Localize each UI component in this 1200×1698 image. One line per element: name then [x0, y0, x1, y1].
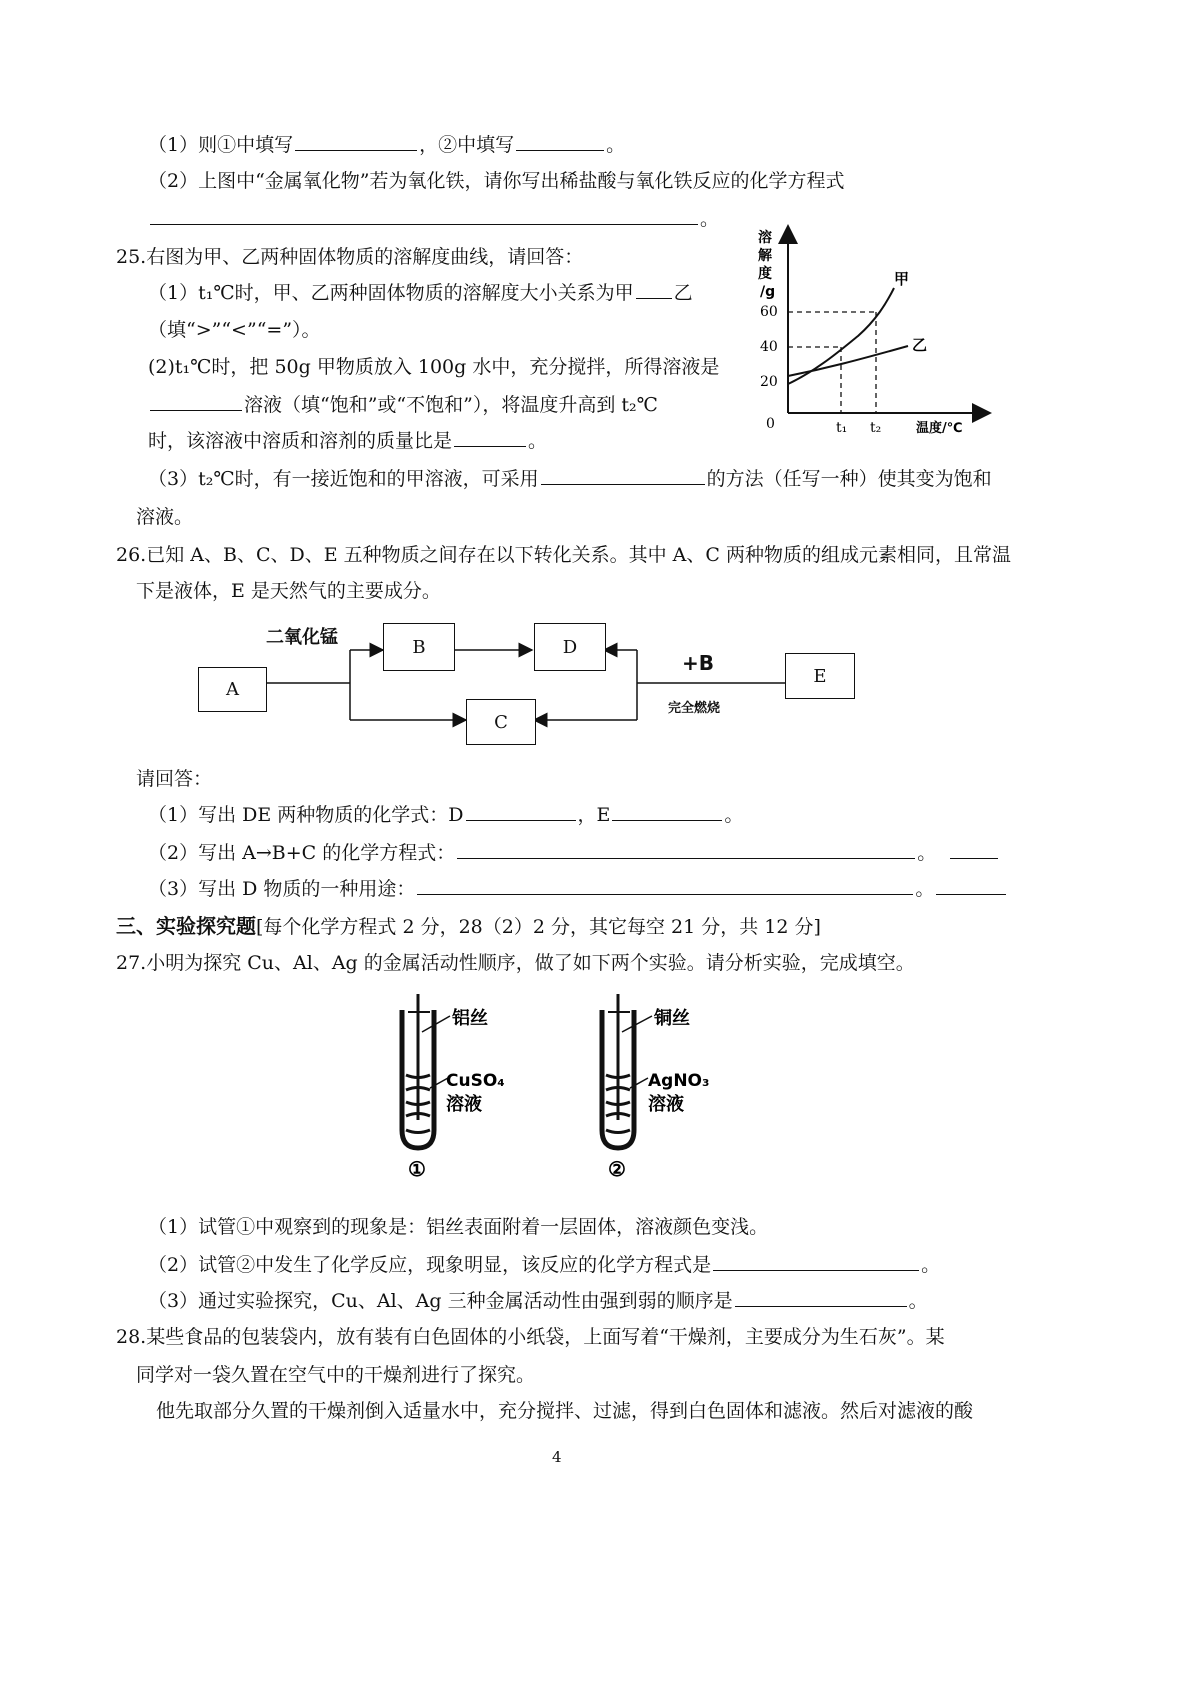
- tube1-number: ①: [408, 1157, 426, 1180]
- q25-p1-text-b: 乙: [673, 282, 693, 304]
- q25-blank-3[interactable]: [454, 428, 526, 447]
- q26-p1-end: 。: [724, 804, 744, 826]
- q25-stem: 25.右图为甲、乙两种固体物质的溶解度曲线，请回答：: [116, 246, 584, 268]
- tube2-wire-label: 铜丝: [654, 1008, 690, 1029]
- y-label-2: 解: [758, 248, 772, 264]
- plus-b-label: +B: [682, 651, 715, 675]
- section-note: [每个化学方程式 2 分，28（2）2 分，其它每空 21 分，共 12 分]: [256, 916, 821, 938]
- q25-blank-4[interactable]: [541, 466, 705, 485]
- q28-stem-2: 同学对一袋久置在空气中的干燥剂进行了探究。: [136, 1364, 536, 1386]
- xtick-t2: t₂: [870, 420, 882, 436]
- q25-p2-text-c: 时，该溶液中溶质和溶剂的质量比是: [148, 430, 453, 452]
- xtick-t1: t₁: [836, 420, 848, 436]
- ytick-40: 40: [760, 339, 778, 355]
- tube2-solution-label: 溶液: [648, 1094, 684, 1115]
- q26-blank-use[interactable]: [417, 876, 913, 895]
- q27-stem: 27.小明为探究 Cu、Al、Ag 的金属活动性顺序，做了如下两个实验。请分析实验，完成填空。: [116, 952, 915, 974]
- q27-part3: [148, 1286, 928, 1313]
- curve-yi: [788, 346, 908, 376]
- q24-answer-line: [148, 204, 719, 231]
- series-jia-label: 甲: [894, 270, 910, 288]
- q26-stem-2: 下是液体，E 是天然气的主要成分。: [136, 580, 441, 602]
- section-title: 三、实验探究题: [116, 914, 256, 938]
- q25-part1-hint: （填“>”“<”“=”）。: [148, 319, 321, 341]
- q26-p3-text: （3）写出 D 物质的一种用途：: [148, 878, 416, 900]
- test-tubes-figure: [380, 990, 740, 1180]
- y-label-unit: /g: [760, 284, 776, 300]
- box-D: D: [534, 623, 606, 671]
- q28-stem-1: 28.某些食品的包装袋内，放有装有白色固体的小纸袋，上面写着“干燥剂，主要成分为生石灰”。某: [116, 1326, 945, 1348]
- q27-p3-end: 。: [908, 1290, 928, 1312]
- page-number: 4: [552, 1448, 562, 1466]
- q27-part2: [148, 1250, 940, 1277]
- q24-p1-end: 。: [606, 134, 626, 156]
- q26-p2-end: 。: [917, 842, 937, 864]
- q25-part2-a: (2)t₁℃时，把 50g 甲物质放入 100g 水中，充分搅拌，所得溶液是: [148, 356, 720, 378]
- ytick-20: 20: [760, 374, 778, 390]
- q24-part2: （2）上图中“金属氧化物”若为氧化铁，请你写出稀盐酸与氧化铁反应的化学方程式: [148, 170, 845, 192]
- tube2-number: ②: [608, 1157, 626, 1180]
- q24-p1-text-b: ，②中填写: [419, 134, 515, 156]
- y-label-3: 度: [758, 266, 772, 282]
- q26-blank-extra-2[interactable]: [936, 876, 1006, 895]
- q26-part3: [148, 874, 1008, 901]
- q26-p2-text: （2）写出 A→B+C 的化学方程式：: [148, 842, 456, 864]
- q25-p3-text-b: 的方法（任写一种）使其变为饱和: [706, 468, 992, 490]
- q24-blank-2[interactable]: [516, 132, 604, 151]
- q25-p3-text: （3）t₂℃时，有一接近饱和的甲溶液，可采用: [148, 468, 539, 490]
- q25-blank-2[interactable]: [150, 392, 242, 411]
- box-A: A: [198, 667, 267, 712]
- series-yi-label: 乙: [912, 336, 928, 354]
- section-3-header: [116, 910, 821, 939]
- catalyst-label: 二氧化锰: [266, 627, 338, 648]
- box-E: E: [785, 653, 855, 699]
- q24-part1: [148, 130, 625, 157]
- q25-p2-text-b: 溶液（填“饱和”或“不饱和”），将温度升高到 t₂℃: [244, 394, 658, 416]
- q25-part2-c: [148, 426, 547, 453]
- q27-part1: （1）试管①中观察到的现象是：铝丝表面附着一层固体，溶液颜色变浅。: [148, 1216, 769, 1238]
- tube1-solution-label: 溶液: [446, 1094, 482, 1115]
- test-tube-1: [402, 994, 450, 1148]
- q27-blank-eq[interactable]: [713, 1252, 919, 1271]
- q24-p1-text: （1）则①中填写: [148, 134, 294, 156]
- q26-part1: [148, 800, 743, 827]
- q25-part3-end: 溶液。: [136, 506, 194, 528]
- q25-p2-end: 。: [528, 430, 548, 452]
- x-axis-label: 温度/℃: [916, 421, 963, 436]
- solubility-graph: [748, 218, 998, 438]
- q24-blank-1[interactable]: [295, 132, 417, 151]
- q24-p2-end: 。: [700, 208, 720, 230]
- q25-part2-b: [148, 390, 658, 417]
- q27-p2-end: 。: [921, 1254, 941, 1276]
- q26-answer-prompt: 请回答：: [136, 768, 213, 790]
- q26-blank-eq[interactable]: [457, 840, 915, 859]
- tube1-solution-formula: CuSO₄: [446, 1071, 505, 1091]
- ytick-60: 60: [760, 304, 778, 320]
- tube1-wire-label: 铝丝: [452, 1008, 488, 1029]
- q25-blank-1[interactable]: [636, 280, 672, 299]
- box-B: B: [383, 623, 455, 671]
- tube2-solution-formula: AgNO₃: [648, 1071, 710, 1091]
- origin-label: 0: [766, 416, 775, 432]
- q25-part1: [148, 278, 693, 305]
- q25-part3: [148, 464, 992, 491]
- box-C: C: [466, 699, 536, 745]
- q26-part2: [148, 838, 1000, 865]
- q25-p1-text: （1）t₁℃时，甲、乙两种固体物质的溶解度大小关系为甲: [148, 282, 634, 304]
- q26-p3-end: 。: [915, 878, 935, 900]
- test-tube-2: [602, 994, 652, 1148]
- q26-p1-text-b: ，E: [577, 804, 611, 826]
- q27-p2-text: （2）试管②中发生了化学反应，现象明显，该反应的化学方程式是: [148, 1254, 712, 1276]
- q26-p1-text: （1）写出 DE 两种物质的化学式：D: [148, 804, 464, 826]
- q27-blank-order[interactable]: [735, 1288, 907, 1307]
- q28-paragraph: 他先取部分久置的干燥剂倒入适量水中，充分搅拌、过滤，得到白色固体和滤液。然后对滤液的酸: [156, 1400, 974, 1422]
- complete-burn-label: 完全燃烧: [668, 701, 721, 716]
- conversion-diagram: [190, 615, 870, 755]
- q27-p3-text: （3）通过实验探究，Cu、Al、Ag 三种金属活动性由强到弱的顺序是: [148, 1290, 733, 1312]
- q26-stem-1: 26.已知 A、B、C、D、E 五种物质之间存在以下转化关系。其中 A、C 两种物质的组成元素相同，且常温: [116, 544, 1011, 566]
- q24-blank-3[interactable]: [150, 206, 698, 225]
- q26-blank-D[interactable]: [466, 802, 576, 821]
- q26-blank-E[interactable]: [612, 802, 722, 821]
- y-label-1: 溶: [758, 230, 772, 246]
- q26-blank-extra[interactable]: [950, 840, 998, 859]
